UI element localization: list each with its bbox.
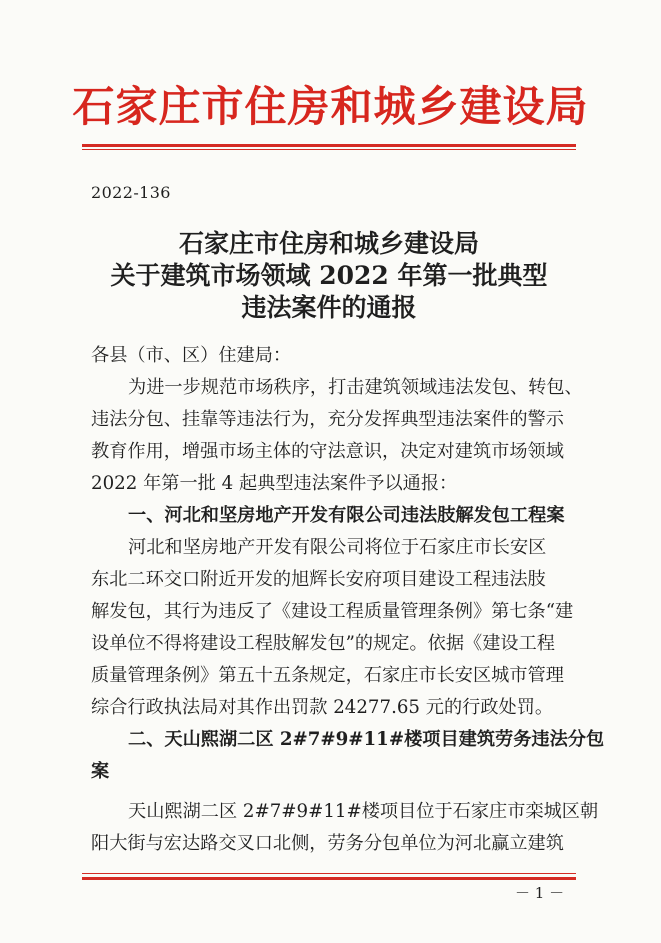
footer-thick-red-rule: [82, 877, 576, 880]
issuing-agency-header: 石家庄市住房和城乡建设局: [72, 82, 589, 131]
intro-line-2: 违法分包、挂靠等违法行为，充分发挥典型违法案件的警示: [91, 409, 564, 430]
section-1-body-line-6: 综合行政执法局对其作出罚款 24277.65 元的行政处罚。: [91, 697, 554, 718]
intro-line-4: 2022 年第一批 4 起典型违法案件予以通报：: [91, 473, 458, 494]
header-thick-red-rule: [82, 144, 576, 147]
salutation: 各县（市、区）住建局：: [91, 345, 292, 366]
section-1-body-line-4: 设单位不得将建设工程肢解发包”的规定。依据《建设工程: [91, 633, 555, 654]
section-2-body-line-1: 天山熙湖二区 2#7#9#11#楼项目位于石家庄市栾城区朝: [128, 801, 599, 822]
section-2-body-line-2: 阳大街与宏达路交叉口北侧，劳务分包单位为河北赢立建筑: [91, 833, 564, 854]
header-thin-red-rule: [82, 149, 576, 150]
section-2-heading-line-2: 案: [91, 761, 110, 782]
section-1-body-line-5: 质量管理条例》第五十五条规定，石家庄市长安区城市管理: [91, 665, 564, 686]
intro-line-3: 教育作用，增强市场主体的守法意识，决定对建筑市场领域: [91, 441, 564, 462]
section-1-body-line-2: 东北二环交口附近开发的旭辉长安府项目建设工程违法肢: [91, 569, 546, 590]
document-title-line-1: 石家庄市住房和城乡建设局: [178, 229, 479, 258]
document-number: 2022-136: [91, 183, 171, 202]
document-title-line-2: 关于建筑市场领域 2022 年第一批典型: [110, 261, 548, 290]
section-1-heading: 一、河北和坚房地产开发有限公司违法肢解发包工程案: [128, 505, 565, 526]
page-number: － 1 －: [515, 884, 565, 902]
section-1-body-line-3: 解发包，其行为违反了《建设工程质量管理条例》第七条“建: [91, 601, 574, 622]
document-title-line-3: 违法案件的通报: [241, 293, 417, 322]
intro-line-1: 为进一步规范市场秩序，打击建筑领域违法发包、转包、: [128, 377, 583, 398]
section-2-heading-line-1: 二、天山熙湖二区 2#7#9#11#楼项目建筑劳务违法分包: [128, 729, 605, 750]
section-1-body-line-1: 河北和坚房地产开发有限公司将位于石家庄市长安区: [128, 537, 547, 558]
footer-thin-red-rule: [82, 873, 576, 874]
